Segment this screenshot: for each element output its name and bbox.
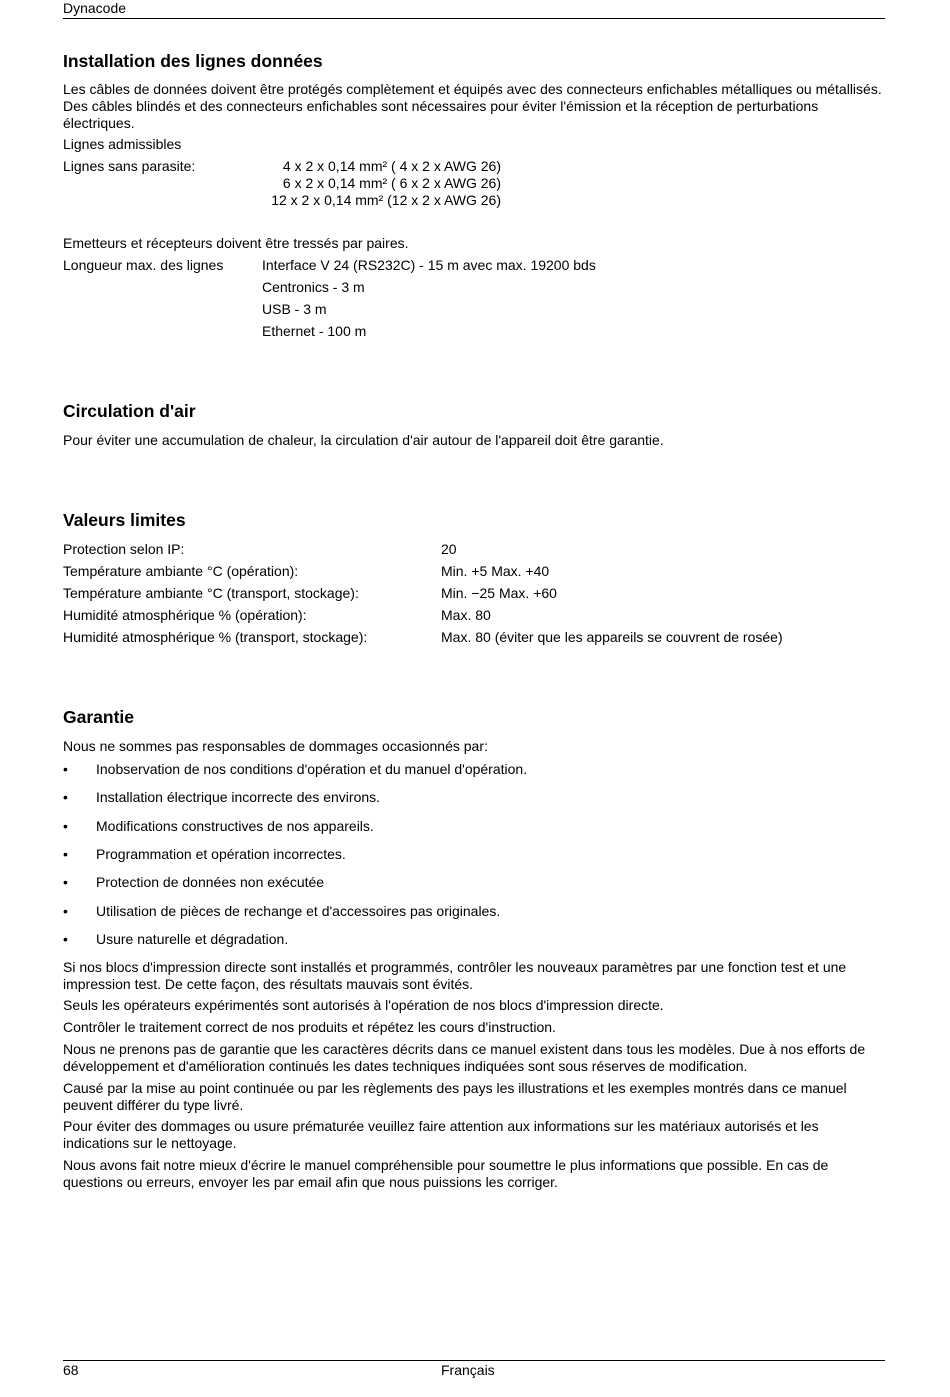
noise-free-line: 6 x 2 x 0,14 mm² ( 6 x 2 x AWG 26) [282, 175, 501, 191]
limit-label: Humidité atmosphérique % (opération): [63, 607, 307, 623]
bullet-icon: • [63, 874, 68, 890]
limit-label: Humidité atmosphérique % (transport, stockage): [63, 629, 368, 645]
limit-label: Température ambiante °C (opération): [63, 563, 299, 579]
header-title: Dynacode [63, 0, 127, 16]
section-title-limit-values: Valeurs limites [63, 510, 186, 530]
bullet-icon: • [63, 818, 68, 834]
page-header [63, 0, 885, 19]
bullet-icon: • [63, 846, 68, 862]
list-item-text: Inobservation de nos conditions d'opération et du manuel d'opération. [96, 761, 528, 777]
data-lines-intro: Les câbles de données doivent être protégés complètement et équipés avec des connecteurs enfichables métalliques ou métallisés. Des câbles blindés et des connecteurs enfichables sont nécessaires pour éviter l'émission et la réception de perturbations électriques. [63, 81, 882, 131]
warranty-paragraph: Causé par la mise au point continuée ou par les règlements des pays les illustrations et les exemples montrés dans ce manuel peuvent différer du type livré. [63, 1080, 847, 1113]
list-item-text: Programmation et opération incorrectes. [96, 846, 346, 862]
page-footer [63, 1360, 885, 1378]
bullet-icon: • [63, 761, 68, 777]
warranty-paragraph: Si nos blocs d'impression directe sont installés et programmés, contrôler les nouveaux paramètres par une fonction test et une impression test. De cette façon, des résultats mauvais sont évités. [63, 959, 847, 992]
list-item-text: Utilisation de pièces de rechange et d'accessoires pas originales. [96, 903, 501, 919]
admissible-lines-label: Lignes admissibles [63, 136, 182, 152]
max-length-value: Ethernet - 100 m [262, 323, 367, 339]
twisted-pairs-note: Emetteurs et récepteurs doivent être tressés par paires. [63, 235, 409, 251]
bullet-icon: • [63, 789, 68, 805]
limit-value: Min. +5 Max. +40 [441, 563, 550, 579]
section-title-air-circulation: Circulation d'air [63, 401, 196, 421]
limit-value: Min. −25 Max. +60 [441, 585, 557, 601]
limit-label: Protection selon IP: [63, 541, 185, 557]
limit-value: 20 [441, 541, 457, 557]
noise-free-lines [253, 158, 501, 209]
warranty-paragraph: Nous ne prenons pas de garantie que les caractères décrits dans ce manuel existent dans tous les modèles. Due à nos efforts de développement et d'amélioration continués les dates techniques indiquées sont sous réserves de modification. [63, 1041, 866, 1074]
noise-free-line: 12 x 2 x 0,14 mm² (12 x 2 x AWG 26) [271, 192, 501, 208]
warranty-paragraph: Nous avons fait notre mieux d'écrire le manuel compréhensible pour soumettre le plus informations que possible. En cas de questions ou erreurs, envoyer les par email afin que nous puissions les corriger. [63, 1157, 829, 1190]
warranty-intro: Nous ne sommes pas responsables de dommages occasionnés par: [63, 738, 488, 754]
list-item-text: Modifications constructives de nos appareils. [96, 818, 374, 834]
limit-value: Max. 80 (éviter que les appareils se couvrent de rosée) [441, 629, 783, 645]
bullet-icon: • [63, 931, 68, 947]
footer-language: Français [441, 1362, 495, 1378]
section-title-warranty: Garantie [63, 707, 134, 727]
max-length-value: Interface V 24 (RS232C) - 15 m avec max. 19200 bds [262, 257, 596, 273]
section-title-data-lines: Installation des lignes données [63, 51, 323, 71]
list-item-text: Installation électrique incorrecte des environs. [96, 789, 381, 805]
max-length-value: Centronics - 3 m [262, 279, 365, 295]
warranty-paragraph: Pour éviter des dommages ou usure prématurée veuillez faire attention aux informations sur les matériaux autorisés et les indications sur le nettoyage. [63, 1118, 819, 1151]
air-circulation-text: Pour éviter une accumulation de chaleur, la circulation d'air autour de l'appareil doit être garantie. [63, 432, 664, 448]
max-length-value: USB - 3 m [262, 301, 327, 317]
bullet-icon: • [63, 903, 68, 919]
max-length-label: Longueur max. des lignes [63, 257, 224, 273]
noise-free-label: Lignes sans parasite: [63, 158, 196, 174]
list-item-text: Usure naturelle et dégradation. [96, 931, 289, 947]
warranty-paragraph: Contrôler le traitement correct de nos produits et répétez les cours d'instruction. [63, 1019, 556, 1035]
page-number: 68 [63, 1362, 79, 1378]
limit-value: Max. 80 [441, 607, 491, 623]
warranty-paragraph: Seuls les opérateurs expérimentés sont autorisés à l'opération de nos blocs d'impression directe. [63, 997, 664, 1013]
list-item-text: Protection de données non exécutée [96, 874, 325, 890]
noise-free-line: 4 x 2 x 0,14 mm² ( 4 x 2 x AWG 26) [282, 158, 501, 174]
limit-label: Température ambiante °C (transport, stockage): [63, 585, 359, 601]
